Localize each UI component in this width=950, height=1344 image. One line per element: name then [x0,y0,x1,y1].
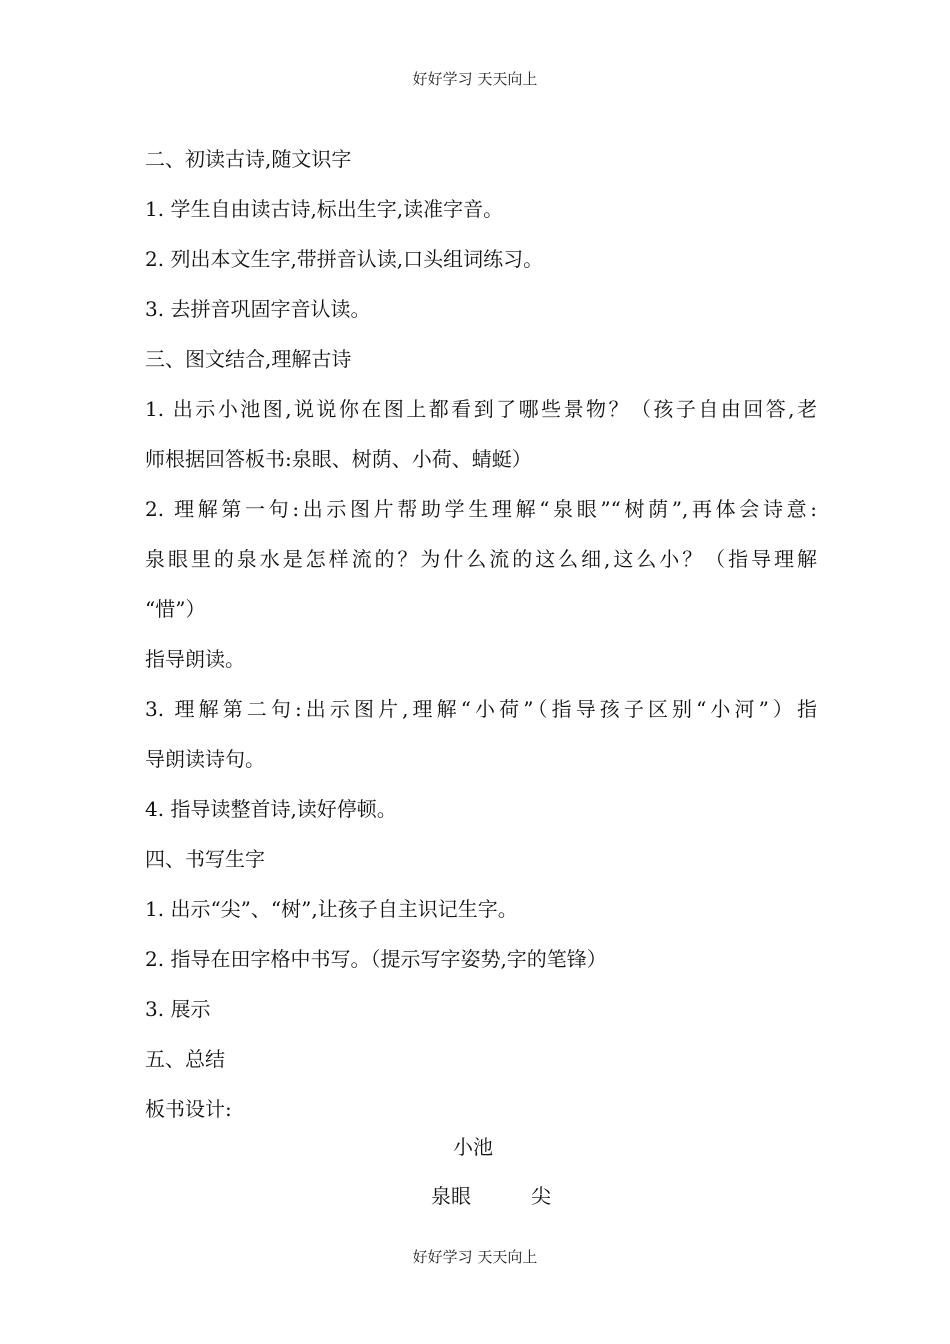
section-heading: 四、书写生字 [145,847,265,871]
paragraph-line: “惜”） [145,597,206,621]
board-title: 小池 [453,1135,493,1159]
section-heading: 二、初读古诗,随文识字 [145,147,352,171]
paragraph-line: 2. 列出本文生字,带拼音认读,口头组词练习。 [145,247,544,271]
paragraph-line: 3. 去拼音巩固字音认读。 [145,297,371,321]
paragraph-line: 3. 展示 [145,997,211,1021]
paragraph-line: 指导朗读。 [145,647,245,671]
paragraph-line: 1. 出示“尖”、“树”,让孩子自主识记生字。 [145,897,518,921]
paragraph-line: 1. 出示小池图,说说你在图上都看到了哪些景物？（孩子自由回答,老 [145,397,817,421]
document-body [145,134,817,1134]
paragraph-line: 泉眼里的泉水是怎样流的？为什么流的这么细,这么小？（指导理解 [145,547,817,571]
paragraph-line: 导朗读诗句。 [145,747,265,771]
paragraph-line: 2. 理解第一句:出示图片帮助学生理解“泉眼”“树荫”,再体会诗意: [145,497,817,521]
board-word: 尖 [531,1184,551,1208]
paragraph-line: 3. 理解第二句:出示图片,理解“小荷”（指导孩子区别“小河”）指 [145,697,817,721]
paragraph-line: 师根据回答板书:泉眼、树荫、小荷、蜻蜓） [145,447,532,471]
paragraph-line: 4. 指导读整首诗,读好停顿。 [145,797,397,821]
paragraph-line: 1. 学生自由读古诗,标出生字,读准字音。 [145,197,504,221]
board-word: 泉眼 [431,1184,471,1208]
section-heading: 三、图文结合,理解古诗 [145,347,352,371]
paragraph-line: 2. 指导在田字格中书写。（提示写字姿势,字的笔锋） [145,947,607,971]
page-header: 好好学习 天天向上 [412,70,538,88]
paragraph-line: 板书设计: [145,1097,232,1121]
page-footer: 好好学习 天天向上 [412,1248,538,1266]
section-heading: 五、总结 [145,1047,225,1071]
